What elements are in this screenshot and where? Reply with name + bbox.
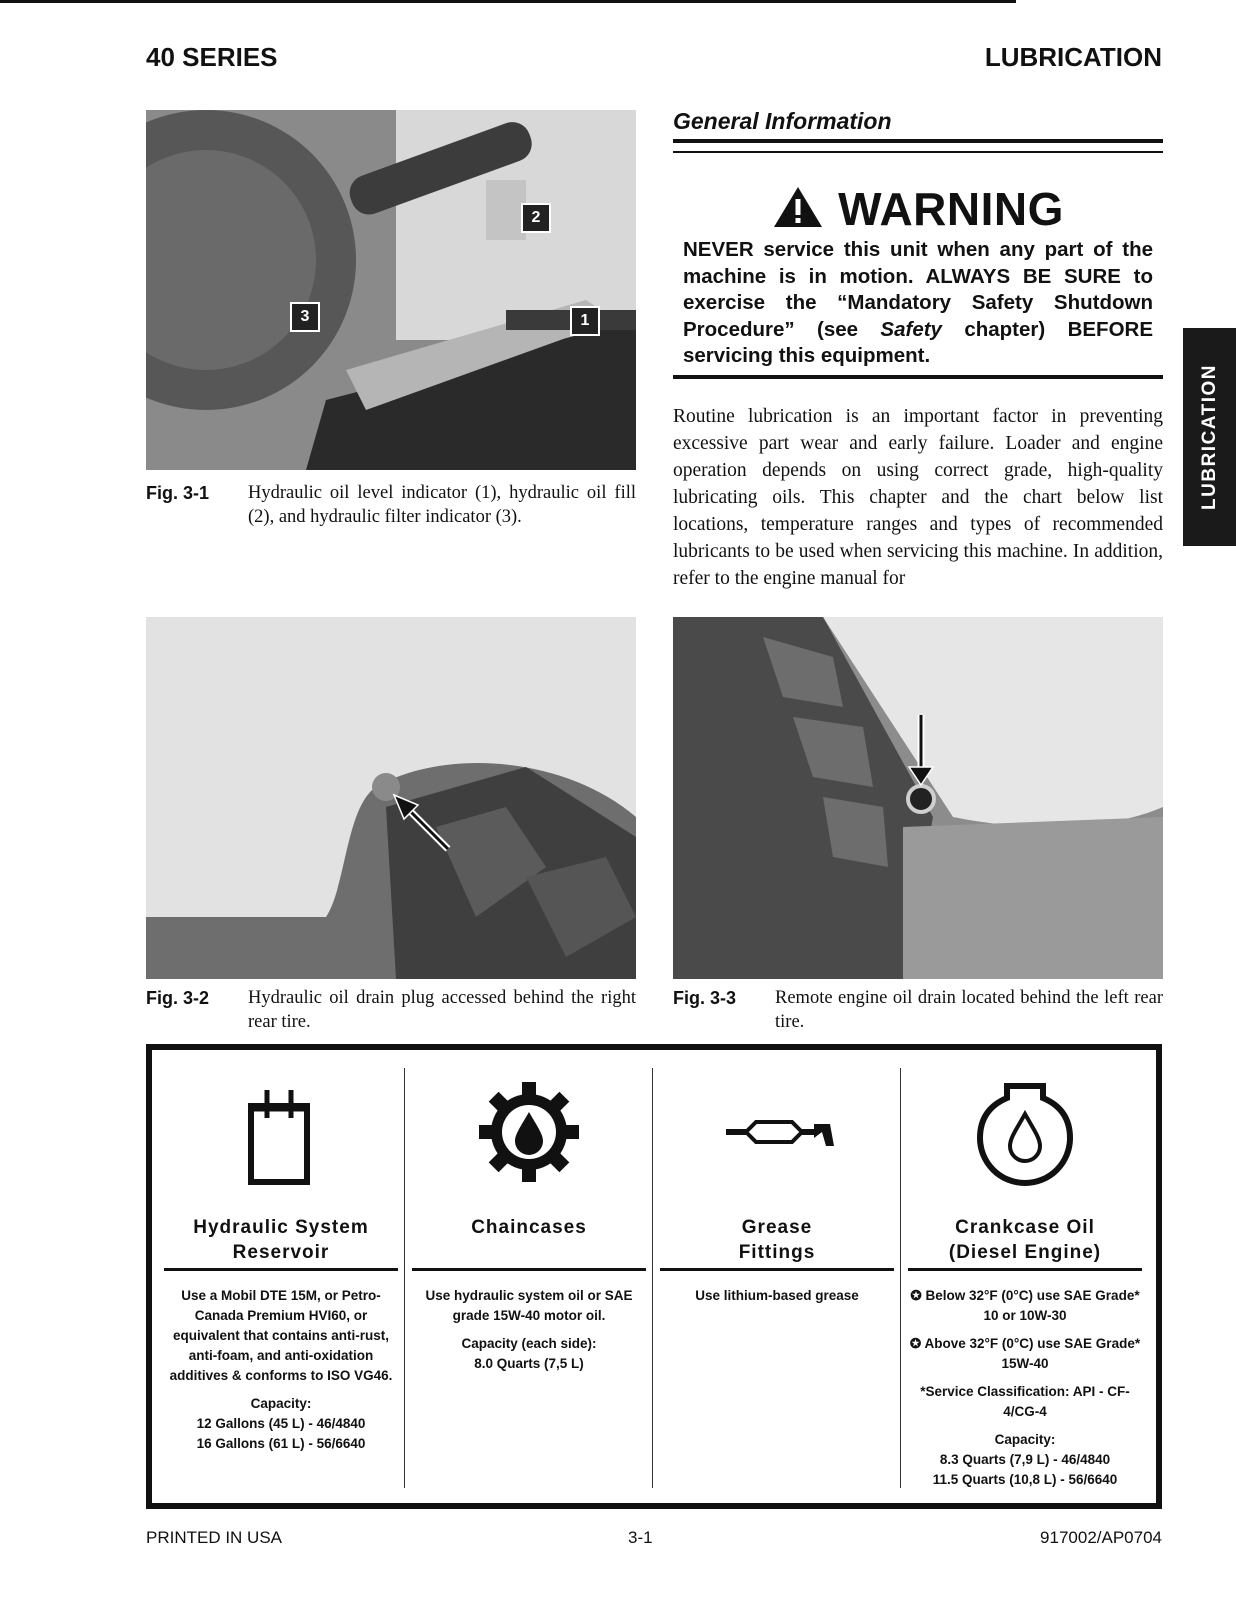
column-divider — [900, 1068, 901, 1488]
fig-3-3-caption: Remote engine oil drain located behind the left rear tire. — [775, 988, 1163, 1032]
chart-text: Use lithium-based grease — [695, 1288, 859, 1303]
header-rule — [0, 0, 1016, 3]
column-divider — [652, 1068, 653, 1488]
fig-3-1-number: Fig. 3-1 — [146, 483, 210, 503]
chart-text: ✪ Below 32°F (0°C) use SAE Grade* 10 or 10W-30 ✪ Above 32°F (0°C) use SAE Grade* 15W-40 *Service Classification: API - CF-4/CG-4 Capacity: 8.3 Quarts (7,9 L) - 46/4840 11.5 Quarts (10,8 L) - 56/6640 — [909, 1288, 1141, 1487]
warning-text: NEVER service this unit when any part of the machine is in motion. ALWAYS BE SURE to exercise the “Mandatory Safety Shutdown Procedure” (see Safety chapter) BEFORE servicing this equipment. — [683, 238, 1153, 367]
chart-column-chaincases — [406, 1050, 652, 1500]
footer-printed: PRINTED IN USA — [146, 1528, 283, 1547]
engine-oil-icon — [902, 1076, 1148, 1186]
warning-title: WARNING — [838, 183, 1064, 235]
chart-title: Hydraulic System Reservoir — [193, 1217, 369, 1263]
column-divider — [404, 1068, 405, 1488]
chart-title: Crankcase Oil (Diesel Engine) — [948, 1217, 1102, 1263]
fig-3-1-photo — [146, 110, 636, 470]
header-chapter: LUBRICATION — [984, 42, 1162, 72]
hydraulic-reservoir-icon — [158, 1076, 404, 1186]
fig-3-1-caption: Hydraulic oil level indicator (1), hydraulic oil fill (2), and hydraulic filter indicator (3). — [248, 483, 636, 527]
chaincase-gear-icon — [406, 1076, 652, 1186]
footer-page-number: 3-1 — [628, 1528, 653, 1547]
fig-3-2-caption: Hydraulic oil drain plug accessed behind the right rear tire. — [248, 988, 636, 1032]
chart-title-rule — [660, 1268, 894, 1271]
warning-rule — [673, 375, 1163, 379]
callout-1: 1 — [570, 306, 600, 336]
section-rule-thin — [673, 151, 1163, 153]
fig-3-3-photo — [673, 617, 1163, 979]
general-body-text: Routine lubrication is an important factor in preventing excessive part wear and early failure. Loader and engine operation depends on using correct grade, high-quality lubricating oils. This chapter and the chart below list locations, temperature ranges and types of recommended lubricants to be used when servicing this machine. In addition, refer to the engine manual for — [673, 406, 1163, 589]
callout-3: 3 — [290, 302, 320, 332]
section-rule — [673, 139, 1163, 143]
header-series: 40 SERIES — [146, 42, 278, 72]
chart-title-rule — [164, 1268, 398, 1271]
chart-text: Use hydraulic system oil or SAE grade 15W-40 motor oil. Capacity (each side): 8.0 Quarts (7,5 L) — [425, 1288, 633, 1371]
chart-column-crankcase — [902, 1050, 1148, 1500]
warning-triangle-icon — [772, 185, 824, 229]
chart-column-hydraulic — [158, 1050, 404, 1500]
footer-doc-id: 917002/AP0704 — [1040, 1528, 1162, 1547]
grease-gun-icon — [654, 1076, 900, 1186]
fig-3-3-number: Fig. 3-3 — [673, 988, 737, 1008]
lubrication-chart — [146, 1044, 1162, 1509]
chart-column-grease — [654, 1050, 900, 1500]
fig-3-2-number: Fig. 3-2 — [146, 988, 210, 1008]
fig-3-2-photo — [146, 617, 636, 979]
chapter-side-tab: LUBRICATION — [1183, 328, 1236, 546]
warning-heading — [673, 182, 1163, 236]
callout-2: 2 — [521, 203, 551, 233]
chart-title: Chaincases — [471, 1217, 587, 1238]
section-title: General Information — [673, 108, 892, 134]
chart-title: Grease Fittings — [738, 1217, 816, 1263]
chart-text: Use a Mobil DTE 15M, or Petro-Canada Premium HVI60, or equivalent that contains anti-rust, anti-foam, and anti-oxidation additives & conforms to ISO VG46. Capacity: 12 Gallons (45 L) - 46/4840 16 Gallons (61 L) - 56/6640 — [169, 1288, 393, 1451]
chart-title-rule — [908, 1268, 1142, 1271]
chart-title-rule — [412, 1268, 646, 1271]
